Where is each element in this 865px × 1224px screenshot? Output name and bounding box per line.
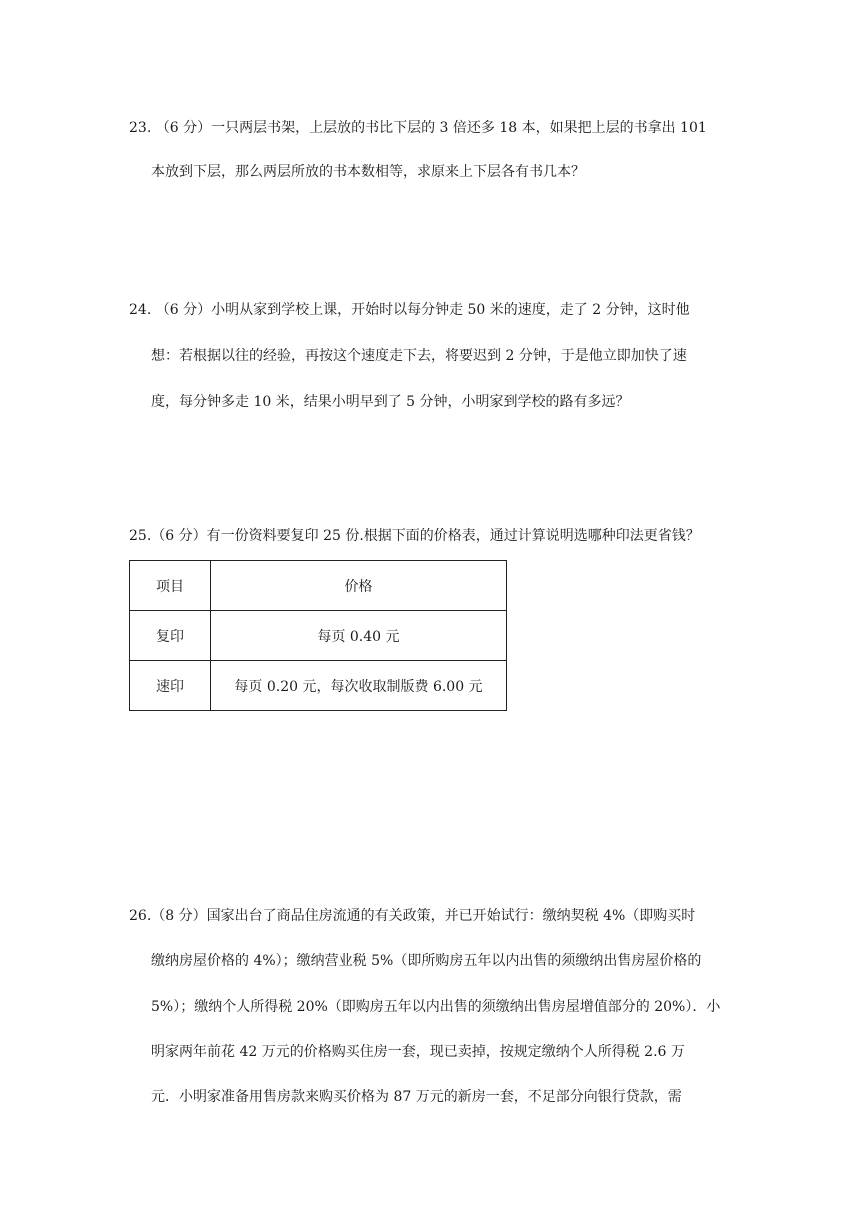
question-23-line-2: 本放到下层，那么两层所放的书本数相等，求原来上下层各有书几本？ bbox=[151, 164, 585, 180]
table-header-row bbox=[130, 561, 507, 611]
table-row bbox=[130, 661, 507, 711]
question-26-line-2: 缴纳房屋价格的 4%）；缴纳营业税 5%（即所购房五年以内出售的须缴纳出售房屋价格的 bbox=[151, 953, 702, 969]
question-24-line-2: 想：若根据以往的经验，再按这个速度走下去，将要迟到 2 分钟，于是他立即加快了速 bbox=[151, 348, 687, 364]
question-26-line-4: 明家两年前花 42 万元的价格购买住房一套，现已卖掉，按规定缴纳个人所得税 2.6 万 bbox=[151, 1044, 685, 1060]
question-26-line-5: 元．小明家准备用售房款来购买价格为 87 万元的新房一套，不足部分向银行贷款，需 bbox=[151, 1089, 682, 1105]
table-cell-price: 每页 0.40 元 bbox=[211, 611, 507, 661]
question-23-line-1: 23. （6 分）一只两层书架，上层放的书比下层的 3 倍还多 18 本，如果把上层的书拿出 101 bbox=[129, 120, 707, 136]
table-header-price: 价格 bbox=[211, 561, 507, 611]
question-26-line-1: 26.（8 分）国家出台了商品住房流通的有关政策，并已开始试行：缴纳契税 4%（即购买时 bbox=[129, 908, 696, 924]
table-cell-price: 每页 0.20 元，每次收取制版费 6.00 元 bbox=[211, 661, 507, 711]
question-24-line-3: 度，每分钟多走 10 米，结果小明早到了 5 分钟，小明家到学校的路有多远？ bbox=[151, 394, 630, 410]
price-table bbox=[129, 560, 507, 711]
table-cell-item: 速印 bbox=[130, 661, 211, 711]
table-header-item: 项目 bbox=[130, 561, 211, 611]
table-cell-item: 复印 bbox=[130, 611, 211, 661]
question-25-line-1: 25.（6 分）有一份资料要复印 25 份.根据下面的价格表，通过计算说明选哪种印法更省钱？ bbox=[129, 528, 700, 544]
question-24-line-1: 24. （6 分）小明从家到学校上课，开始时以每分钟走 50 米的速度，走了 2 分钟，这时他 bbox=[129, 302, 690, 318]
question-26-line-3: 5%）；缴纳个人所得税 20%（即购房五年以内出售的须缴纳出售房屋增值部分的 20%）．小 bbox=[151, 999, 721, 1015]
table-row bbox=[130, 611, 507, 661]
